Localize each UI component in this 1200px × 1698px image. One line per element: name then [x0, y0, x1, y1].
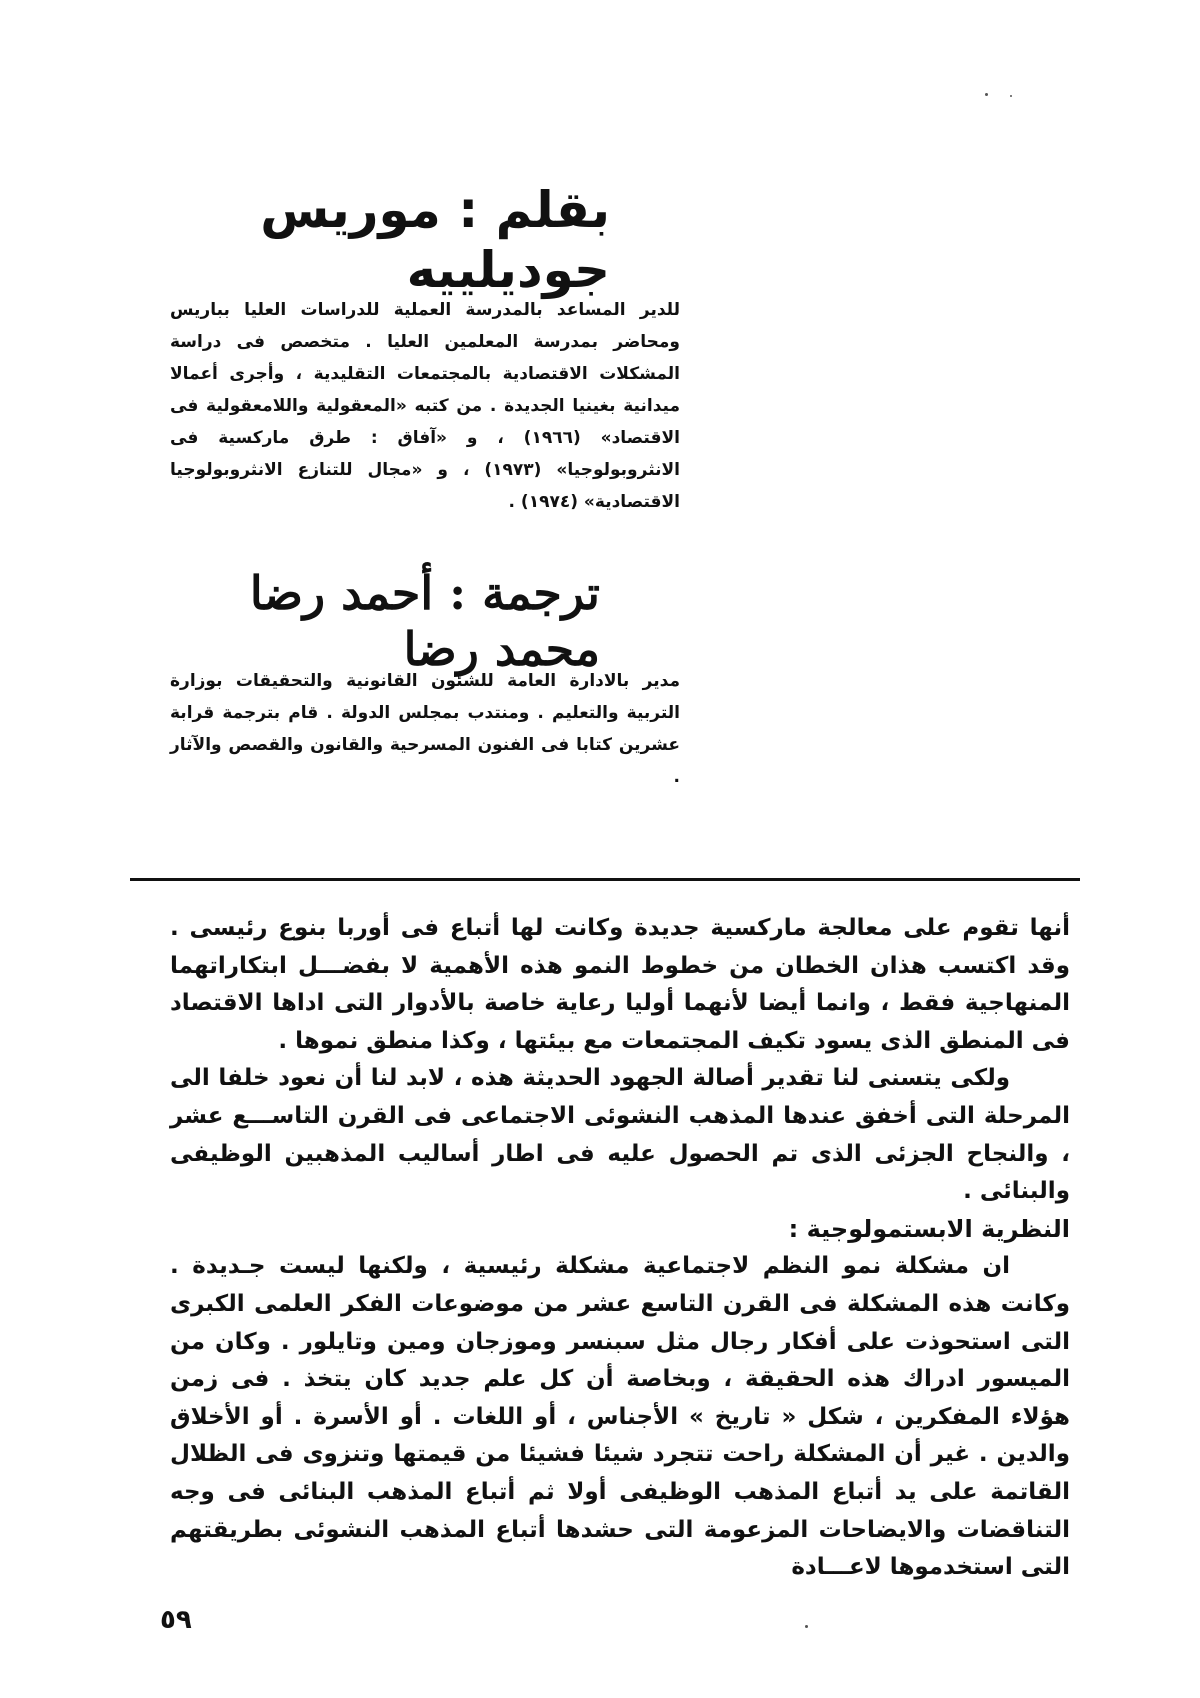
- article-body: [170, 910, 1070, 1587]
- translator-bio: مدير بالادارة العامة للشئون القانونية والتحقيقات بوزارة التربية والتعليم . ومنتدب بمجلس الدولة . قام بترجمة قرابة عشرين كتابا فى الفنون المسرحية والقانون والقصص والآثار .: [170, 671, 680, 787]
- section-heading: النظرية الابستمولوجية :: [788, 1214, 1070, 1243]
- print-speck: [1010, 95, 1012, 97]
- print-speck: [985, 93, 988, 96]
- author-heading: بقلم : موريس جوديلييه: [260, 181, 610, 299]
- horizontal-rule: [130, 878, 1080, 881]
- paragraph-3: ان مشكلة نمو النظم لاجتماعية مشكلة رئيسية ، ولكنها ليست جـديدة . وكانت هذه المشكلة فى القرن التاسع عشر من موضوعات الفكر العلمى الكبرى التى استحوذت على أفكار رجال مثل سبنسر وموزجان ومين وتايلور . وكان من الميسور ادراك هذه الحقيقة ، وبخاصة أن كل علم جديد كان يتخذ . فى زمن هؤلاء المفكرين ، شكل « تاريخ » الأجناس ، أو اللغات . أو الأسرة . أو الأخلاق والدين . غير أن المشكلة راحت تتجرد شيئا فشيئا من قيمتها وتنزوى فى الظلال القاتمة على يد أتباع المذهب الوظيفى أولا ثم أتباع المذهب البنائى فى وجه التناقضات والايضاحات المزعومة التى حشدها أتباع المذهب النشوئى بطريقتهم التى استخدموها لاعـــادة: [170, 1253, 1070, 1581]
- translator-heading: ترجمة : أحمد رضا محمد رضا: [249, 566, 600, 676]
- print-speck: [805, 1625, 808, 1628]
- page-number: ٥٩: [160, 1605, 192, 1635]
- paragraph-1: أنها تقوم على معالجة ماركسية جديدة وكانت لها أتباع فى أوربا بنوع رئيسى . وقد اكتسب هذان الخطان من خطوط النمو هذه الأهمية لا بفضـــل ابتكاراتهما المنهاجية فقط ، وانما أيضا لأنهما أوليا رعاية خاصة بالأدوار التى اداها الاقتصاد فى المنطق الذى يسود تكيف المجتمعات مع بيئتها ، وكذا منطق نموها .: [170, 915, 1070, 1054]
- author-bio: للدير المساعد بالمدرسة العملية للدراسات العليا بباريس ومحاضر بمدرسة المعلمين العليا . متخصص فى دراسة المشكلات الاقتصادية بالمجتمعات التقليدية ، وأجرى أعمالا ميدانية بغينيا الجديدة . من كتبه «المعقولية واللامعقولية فى الاقتصاد» (١٩٦٦) ، و «آفاق : طرق ماركسية فى الانثروبولوجيا» (١٩٧٣) ، و «مجال للتنازع الانثروبولوجيا الاقتصادية» (١٩٧٤) .: [170, 300, 681, 512]
- paragraph-2: ولكى يتسنى لنا تقدير أصالة الجهود الحديثة هذه ، لابد لنا أن نعود خلفا الى المرحلة التى أخفق عندها المذهب النشوئى الاجتماعى فى القرن التاســـع عشر ، والنجاح الجزئى الذى تم الحصول عليه فى اطار أساليب المذهبين الوظيفى والبنائى .: [170, 1065, 1070, 1205]
